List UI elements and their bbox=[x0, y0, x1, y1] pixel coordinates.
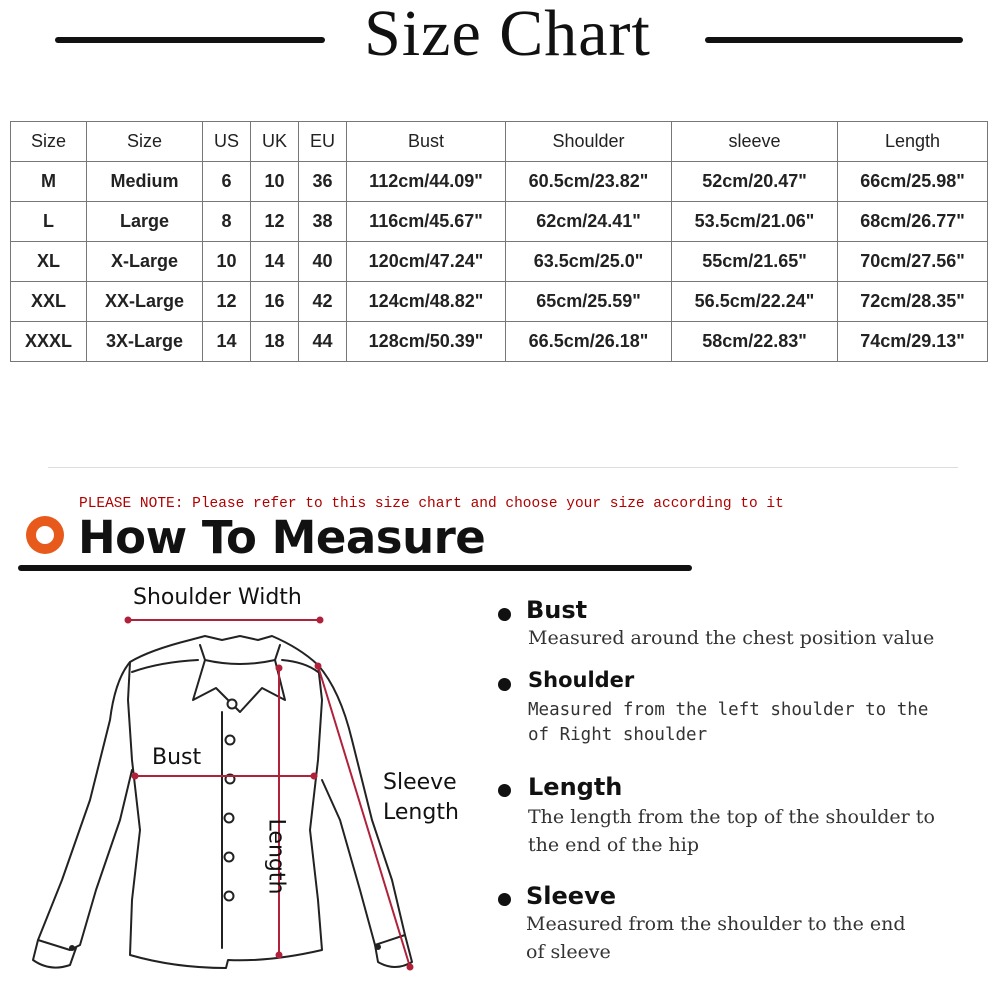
table-cell: 62cm/24.41" bbox=[506, 202, 672, 242]
sleeve-length-label bbox=[383, 768, 459, 828]
shirt-body-outline bbox=[128, 636, 322, 968]
table-cell: XXL bbox=[11, 282, 87, 322]
length-label: Length bbox=[263, 818, 289, 895]
table-cell: 14 bbox=[203, 322, 251, 362]
table-cell: 70cm/27.56" bbox=[838, 242, 988, 282]
table-cell: 63.5cm/25.0" bbox=[506, 242, 672, 282]
title-rule-left bbox=[55, 37, 325, 43]
table-row bbox=[11, 322, 988, 362]
shirt-button bbox=[228, 700, 237, 709]
table-cell: 116cm/45.67" bbox=[347, 202, 506, 242]
heading-underline bbox=[18, 565, 692, 571]
table-row bbox=[11, 282, 988, 322]
sleeve-label-line2: Length bbox=[383, 800, 459, 825]
how-to-measure-heading: How To Measure bbox=[78, 511, 486, 564]
table-cell: 68cm/26.77" bbox=[838, 202, 988, 242]
table-cell: 58cm/22.83" bbox=[672, 322, 838, 362]
table-cell: 55cm/21.65" bbox=[672, 242, 838, 282]
table-cell: 6 bbox=[203, 162, 251, 202]
table-cell: 36 bbox=[299, 162, 347, 202]
table-cell: XX-Large bbox=[87, 282, 203, 322]
table-cell: 120cm/47.24" bbox=[347, 242, 506, 282]
table-cell: Medium bbox=[87, 162, 203, 202]
table-cell: 18 bbox=[251, 322, 299, 362]
table-cell: 74cm/29.13" bbox=[838, 322, 988, 362]
table-cell: M bbox=[11, 162, 87, 202]
table-cell: 40 bbox=[299, 242, 347, 282]
table-cell: 44 bbox=[299, 322, 347, 362]
shoulder-text-line2: of Right shoulder bbox=[528, 725, 708, 745]
table-row bbox=[11, 242, 988, 282]
table-header-row bbox=[11, 122, 988, 162]
yoke-seam-left bbox=[132, 660, 198, 672]
size-chart-table bbox=[10, 121, 988, 362]
length-title: Length bbox=[528, 773, 623, 801]
length-text-line2: the end of the hip bbox=[528, 834, 699, 856]
bust-label: Bust bbox=[152, 745, 202, 770]
table-cell: 38 bbox=[299, 202, 347, 242]
table-cell: 112cm/44.09" bbox=[347, 162, 506, 202]
header-length: Length bbox=[838, 122, 988, 162]
table-cell: X-Large bbox=[87, 242, 203, 282]
table-cell: 53.5cm/21.06" bbox=[672, 202, 838, 242]
shirt-button bbox=[226, 736, 235, 745]
left-sleeve bbox=[38, 662, 132, 950]
shoulder-text-line1: Measured from the left shoulder to the bbox=[528, 700, 929, 720]
table-cell: 12 bbox=[251, 202, 299, 242]
table-cell: 66cm/25.98" bbox=[838, 162, 988, 202]
header-us: US bbox=[203, 122, 251, 162]
sleeve-text-line2: of sleeve bbox=[526, 941, 611, 963]
table-cell: 72cm/28.35" bbox=[838, 282, 988, 322]
shirt-button bbox=[225, 853, 234, 862]
table-cell: 56.5cm/22.24" bbox=[672, 282, 838, 322]
yoke-seam-right bbox=[282, 660, 318, 672]
size-note: PLEASE NOTE: Please refer to this size chart and choose your size according to it bbox=[79, 496, 784, 512]
table-cell: XL bbox=[11, 242, 87, 282]
header-bust: Bust bbox=[347, 122, 506, 162]
collar bbox=[193, 645, 285, 712]
table-cell: 128cm/50.39" bbox=[347, 322, 506, 362]
table-cell: Large bbox=[87, 202, 203, 242]
bust-text: Measured around the chest position value bbox=[528, 627, 935, 649]
header-uk: UK bbox=[251, 122, 299, 162]
sleeve-label-line1: Sleeve bbox=[383, 770, 457, 795]
table-cell: 65cm/25.59" bbox=[506, 282, 672, 322]
bullet-icon bbox=[498, 893, 511, 906]
table-cell: XXXL bbox=[11, 322, 87, 362]
header-shoulder: Shoulder bbox=[506, 122, 672, 162]
title-rule-right bbox=[705, 37, 963, 43]
bullet-icon bbox=[498, 678, 511, 691]
table-cell: 10 bbox=[203, 242, 251, 282]
table-row bbox=[11, 162, 988, 202]
bust-title: Bust bbox=[526, 596, 588, 624]
section-divider bbox=[48, 467, 958, 468]
circle-icon bbox=[26, 516, 64, 554]
header-size-code: Size bbox=[11, 122, 87, 162]
table-cell: 60.5cm/23.82" bbox=[506, 162, 672, 202]
header-sleeve: sleeve bbox=[672, 122, 838, 162]
table-cell: 10 bbox=[251, 162, 299, 202]
sleeve-text-line1: Measured from the shoulder to the end bbox=[526, 913, 906, 935]
table-cell: 3X-Large bbox=[87, 322, 203, 362]
bullet-icon bbox=[498, 784, 511, 797]
table-cell: 124cm/48.82" bbox=[347, 282, 506, 322]
header-size-name: Size bbox=[87, 122, 203, 162]
table-cell: 8 bbox=[203, 202, 251, 242]
table-cell: 42 bbox=[299, 282, 347, 322]
sleeve-title: Sleeve bbox=[526, 882, 616, 910]
shirt-button bbox=[225, 814, 234, 823]
cuff-button bbox=[375, 944, 381, 950]
length-text-line1: The length from the top of the shoulder to bbox=[528, 806, 935, 828]
table-cell: L bbox=[11, 202, 87, 242]
table-cell: 16 bbox=[251, 282, 299, 322]
table-cell: 14 bbox=[251, 242, 299, 282]
header-eu: EU bbox=[299, 122, 347, 162]
table-cell: 66.5cm/26.18" bbox=[506, 322, 672, 362]
cuff-button bbox=[69, 945, 75, 951]
shoulder-title: Shoulder bbox=[528, 668, 635, 692]
collar-band bbox=[205, 660, 275, 664]
shoulder-width-label: Shoulder Width bbox=[133, 585, 302, 610]
shirt-button bbox=[225, 892, 234, 901]
table-cell: 12 bbox=[203, 282, 251, 322]
table-cell: 52cm/20.47" bbox=[672, 162, 838, 202]
table-row bbox=[11, 202, 988, 242]
page-title: Size Chart bbox=[364, 0, 651, 70]
bullet-icon bbox=[498, 608, 511, 621]
